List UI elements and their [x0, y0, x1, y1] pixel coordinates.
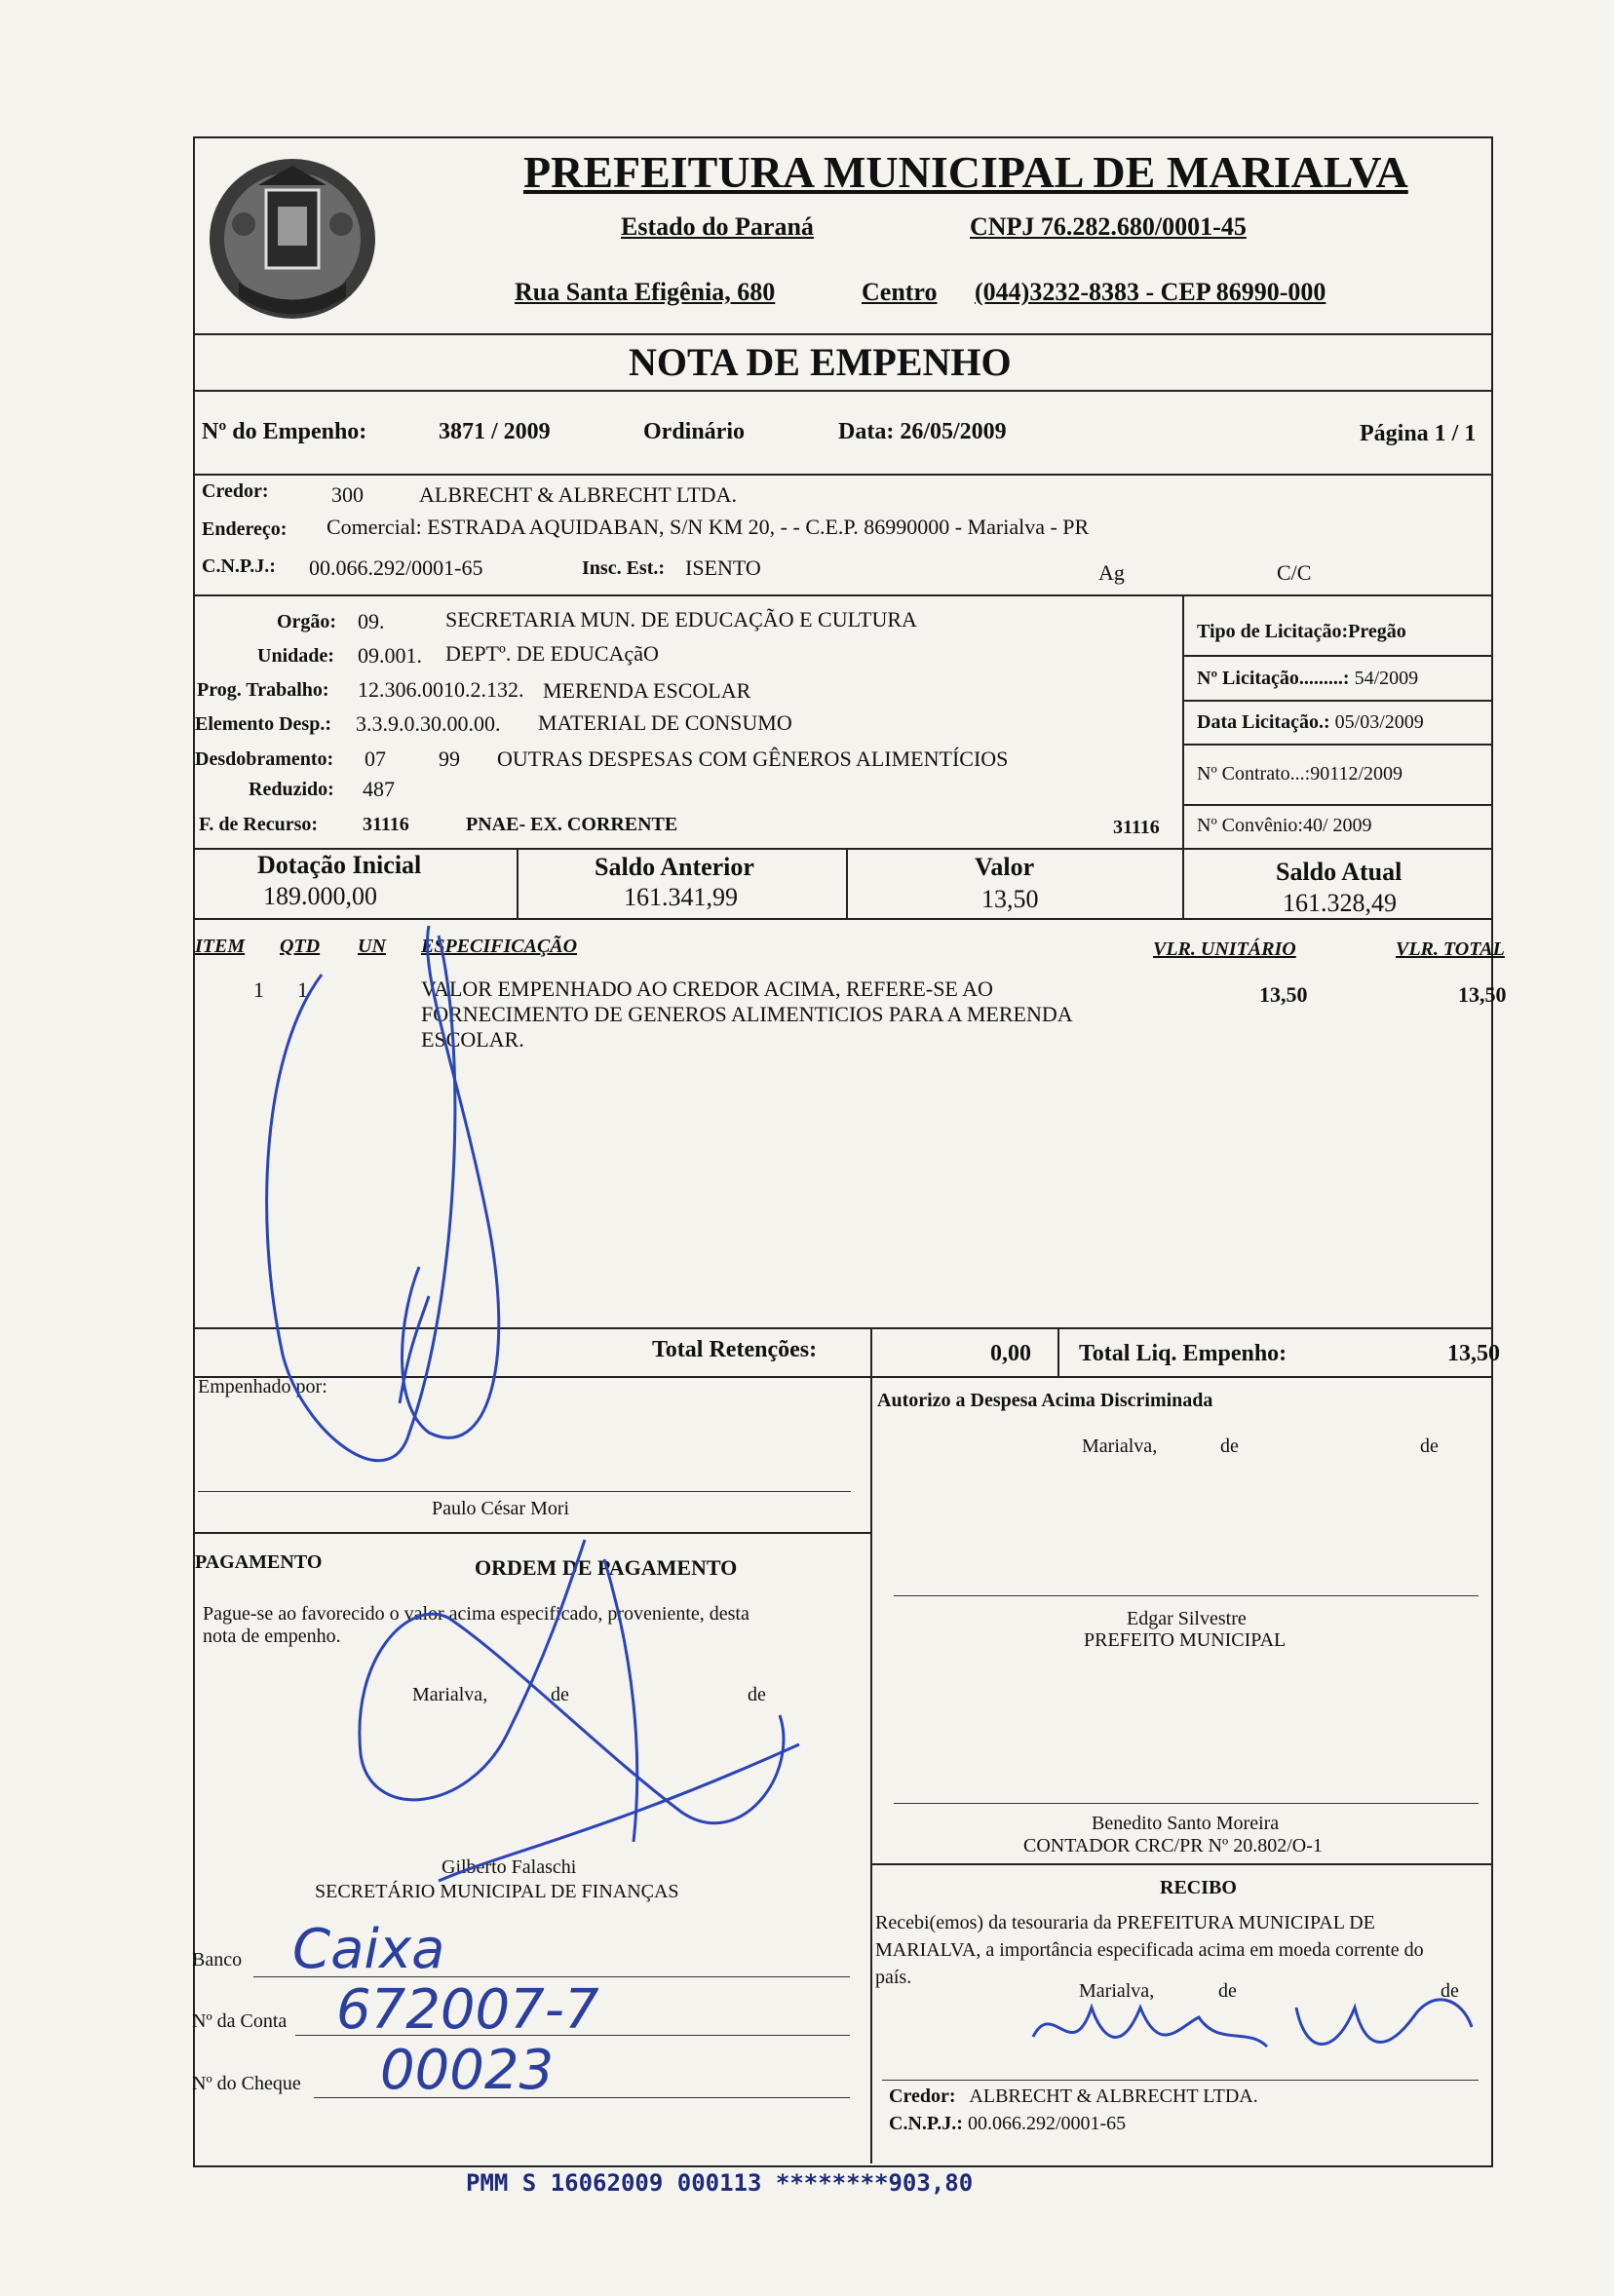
recibo-line1: Recebi(emos) da tesouraria da PREFEITURA MUNICIPAL DE	[875, 1912, 1375, 1933]
saldo-anterior-label: Saldo Anterior	[595, 853, 754, 881]
credor-cnpj: 00.066.292/0001-65	[309, 555, 483, 580]
desd-label: Desdobramento:	[195, 748, 334, 770]
pagamento-de1: de	[551, 1684, 569, 1705]
org-phone-cep: (044)3232-8383 - CEP 86990-000	[975, 278, 1326, 306]
divider	[870, 1327, 872, 1376]
total-liq-value: 13,50	[1447, 1341, 1500, 1366]
divider	[1182, 744, 1491, 746]
divider	[193, 918, 1491, 920]
recibo-line2: MARIALVA, a importância especificada acima em moeda corrente do	[875, 1939, 1424, 1961]
credor-label: Credor:	[202, 480, 269, 502]
item-vlr-total: 13,50	[1458, 982, 1507, 1007]
recibo-de2: de	[1441, 1980, 1459, 2002]
divider	[870, 1863, 1491, 1865]
total-retencoes-value: 0,00	[990, 1341, 1031, 1366]
licitacao-tipo: Tipo de Licitação:Pregão	[1197, 621, 1406, 642]
signature-line	[894, 1595, 1479, 1596]
dotacao-label: Dotação Inicial	[257, 851, 422, 879]
credor-insc-label: Insc. Est.:	[582, 557, 666, 579]
divider	[193, 1532, 872, 1534]
doc-title: NOTA DE EMPENHO	[629, 340, 1012, 384]
banco-label: Banco	[192, 1949, 243, 1971]
recibo-credor: ALBRECHT & ALBRECHT LTDA.	[969, 2086, 1258, 2107]
contador-name: Benedito Santo Moreira	[1092, 1813, 1280, 1834]
unidade-name: DEPTº. DE EDUCAçãO	[445, 641, 659, 666]
coat-of-arms-logo	[200, 146, 385, 331]
recibo-city: Marialva,	[1079, 1980, 1155, 2002]
divider	[1182, 700, 1491, 702]
item-number: 1	[253, 977, 264, 1002]
credor-insc: ISENTO	[685, 555, 761, 580]
credor-cnpj-label: C.N.P.J.:	[202, 555, 276, 577]
org-state: Estado do Paraná	[621, 212, 814, 241]
secretario-name: Gilberto Falaschi	[442, 1856, 577, 1878]
unidade-code: 09.001.	[358, 643, 422, 668]
pagamento-city: Marialva,	[412, 1684, 488, 1705]
prog-code: 12.306.0010.2.132.	[358, 677, 524, 702]
divider	[846, 848, 848, 918]
empenhado-label: Empenhado por:	[198, 1376, 327, 1397]
credor-address: Comercial: ESTRADA AQUIDABAN, S/N KM 20, - - C.E.P. 86990000 - Marialva - PR	[327, 515, 1090, 539]
contador-role: CONTADOR CRC/PR Nº 20.802/O-1	[1023, 1835, 1323, 1856]
valor-label: Valor	[975, 853, 1035, 881]
divider	[193, 390, 1491, 392]
fonte-code: 31116	[363, 814, 409, 835]
credor-name: ALBRECHT & ALBRECHT LTDA.	[419, 482, 737, 507]
autorizo-de2: de	[1420, 1435, 1439, 1457]
divider	[193, 474, 1491, 476]
prefeito-name: Edgar Silvestre	[1127, 1608, 1247, 1629]
elem-code: 3.3.9.0.30.00.00.	[356, 711, 501, 736]
signature-line	[198, 1491, 851, 1492]
item-vlr-unitario: 13,50	[1259, 982, 1308, 1007]
divider	[193, 1327, 1491, 1329]
recibo-cnpj-label: C.N.P.J.:	[889, 2113, 963, 2134]
cash-register-stamp: PMM S 16062009 000113 ********903,80	[466, 2169, 974, 2197]
credor-cc: C/C	[1277, 560, 1312, 585]
divider	[193, 848, 1491, 850]
pagamento-de2: de	[748, 1684, 766, 1705]
recibo-title: RECIBO	[1160, 1877, 1237, 1898]
credor-ag: Ag	[1098, 560, 1125, 585]
item-qtd: 1	[297, 977, 308, 1002]
total-retencoes-label: Total Retenções:	[652, 1337, 818, 1362]
org-cnpj: CNPJ 76.282.680/0001-45	[970, 212, 1247, 241]
item-desc-line3: ESCOLAR.	[421, 1027, 524, 1052]
item-desc-line2: FORNECIMENTO DE GENEROS ALIMENTICIOS PARA A MERENDA	[421, 1002, 1073, 1026]
pagamento-label: PAGAMENTO	[195, 1551, 323, 1573]
licitacao-data: 05/03/2009	[1334, 711, 1424, 733]
recibo-cnpj: 00.066.292/0001-65	[967, 2113, 1127, 2134]
conta-value: 672007-7	[336, 1978, 599, 2042]
autorizo-de1: de	[1220, 1435, 1239, 1457]
orgao-name: SECRETARIA MUN. DE EDUCAÇÃO E CULTURA	[445, 607, 917, 631]
licitacao-numero-label: Nº Licitação.........:	[1197, 668, 1350, 689]
licitacao-convenio: Nº Convênio:40/ 2009	[1197, 815, 1372, 836]
page-number: Página 1 / 1	[1360, 421, 1477, 446]
orgao-label: Orgão:	[277, 611, 337, 632]
empenho-number-label: Nº do Empenho:	[202, 419, 367, 444]
saldo-anterior-value: 161.341,99	[624, 883, 738, 911]
licitacao-numero: 54/2009	[1354, 668, 1419, 689]
item-desc-line1: VALOR EMPENHADO AO CREDOR ACIMA, REFERE-SE AO	[421, 976, 993, 1001]
valor-value: 13,50	[981, 885, 1039, 913]
pagamento-text-line2: nota de empenho.	[203, 1626, 341, 1647]
prog-name: MERENDA ESCOLAR	[543, 678, 751, 703]
divider	[1182, 594, 1184, 848]
signature-line	[894, 1803, 1479, 1804]
pagamento-text-line1: Pague-se ao favorecido o valor acima especificado, proveniente, desta	[203, 1603, 749, 1625]
empenho-date: Data: 26/05/2009	[838, 419, 1007, 444]
banco-value: Caixa	[292, 1918, 445, 1981]
unidade-label: Unidade:	[257, 645, 334, 667]
autorizo-city: Marialva,	[1082, 1435, 1158, 1457]
divider	[1182, 655, 1491, 657]
org-district: Centro	[862, 278, 938, 306]
col-item: ITEM	[195, 936, 246, 957]
divider	[193, 333, 1491, 335]
saldo-atual-label: Saldo Atual	[1276, 858, 1403, 886]
col-un: UN	[358, 936, 386, 957]
org-name: PREFEITURA MUNICIPAL DE MARIALVA	[523, 147, 1408, 197]
fonte-code2: 31116	[1113, 817, 1160, 838]
empenho-type: Ordinário	[643, 419, 746, 444]
recibo-de1: de	[1218, 1980, 1237, 2002]
credor-code: 300	[331, 482, 364, 507]
fonte-label: F. de Recurso:	[199, 814, 319, 835]
licitacao-contrato: Nº Contrato...:90112/2009	[1197, 763, 1403, 784]
prefeito-role: PREFEITO MUNICIPAL	[1084, 1629, 1287, 1651]
empenho-number: 3871 / 2009	[439, 419, 551, 444]
prog-label: Prog. Trabalho:	[197, 679, 329, 701]
divider	[1182, 848, 1184, 918]
divider	[517, 848, 519, 918]
credor-address-label: Endereço:	[202, 518, 288, 540]
org-address: Rua Santa Efigênia, 680	[515, 278, 776, 306]
orgao-code: 09.	[358, 609, 385, 633]
autorizo-label: Autorizo a Despesa Acima Discriminada	[877, 1390, 1213, 1411]
cheque-label: Nº do Cheque	[192, 2073, 301, 2094]
col-qtd: QTD	[280, 936, 321, 957]
ordem-pagamento-title: ORDEM DE PAGAMENTO	[475, 1555, 738, 1580]
divider	[870, 1376, 872, 2163]
desd-name: OUTRAS DESPESAS COM GÊNEROS ALIMENTÍCIOS	[497, 746, 1009, 771]
saldo-atual-value: 161.328,49	[1283, 889, 1397, 917]
col-especificacao: ESPECIFICAÇÃO	[421, 936, 578, 957]
recibo-line3: país.	[875, 1967, 912, 1988]
signature-line	[882, 2080, 1479, 2081]
secretario-role: SECRETÁRIO MUNICIPAL DE FINANÇAS	[315, 1881, 679, 1902]
cheque-value: 00023	[380, 2039, 555, 2102]
elem-label: Elemento Desp.:	[195, 713, 331, 735]
fonte-name: PNAE- EX. CORRENTE	[466, 814, 678, 835]
total-liq-label: Total Liq. Empenho:	[1079, 1341, 1287, 1366]
col-vlr-unitario: VLR. UNITÁRIO	[1153, 938, 1296, 960]
elem-name: MATERIAL DE CONSUMO	[538, 710, 792, 735]
reduz-code: 487	[363, 777, 395, 801]
recibo-credor-label: Credor:	[889, 2086, 956, 2107]
dotacao-value: 189.000,00	[263, 882, 377, 910]
desd-code1: 07	[365, 746, 386, 771]
desd-code2: 99	[439, 746, 460, 771]
conta-label: Nº da Conta	[192, 2010, 288, 2032]
divider	[1182, 804, 1491, 806]
divider	[193, 1376, 1491, 1378]
empenhado-signer: Paulo César Mori	[432, 1498, 570, 1519]
divider	[193, 594, 1491, 596]
reduz-label: Reduzido:	[249, 779, 334, 800]
divider	[1057, 1327, 1059, 1376]
col-vlr-total: VLR. TOTAL	[1396, 938, 1505, 960]
licitacao-data-label: Data Licitação.:	[1197, 711, 1330, 733]
